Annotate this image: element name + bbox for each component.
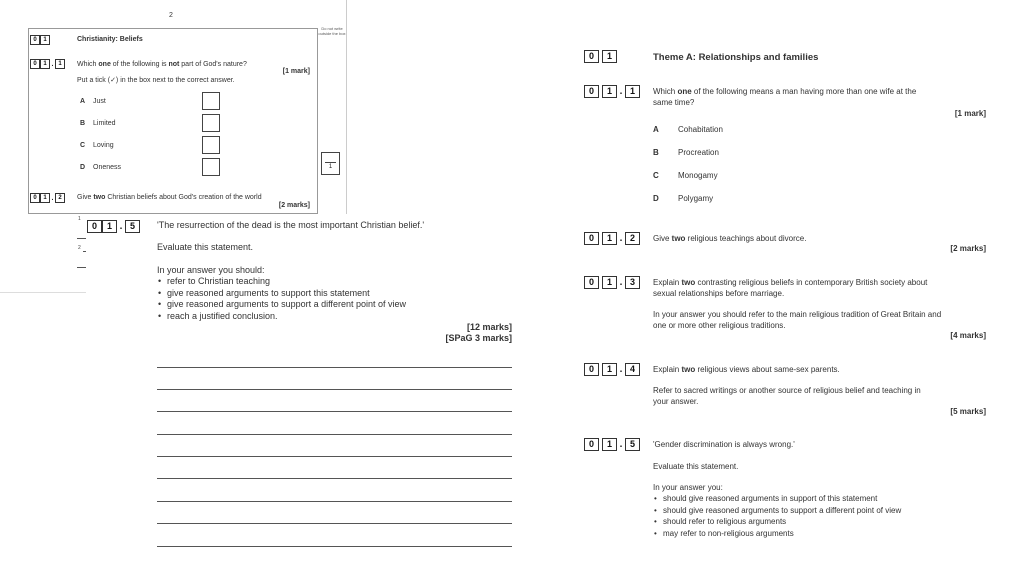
marks-label: [2 marks] xyxy=(278,202,310,209)
answer-guidance-list xyxy=(157,276,406,322)
bullets-intro: In your answer you: xyxy=(653,483,723,492)
question-text: Explain two contrasting religious beliefs in contemporary British society about xyxy=(653,278,928,287)
score-box: 1 xyxy=(321,152,340,175)
question-text: Give two Christian beliefs about God's creation of the world xyxy=(77,194,262,201)
option-label: Just xyxy=(93,98,106,105)
page-number: 2 xyxy=(169,12,173,19)
question-guidance-line2: one or more other religious traditions. xyxy=(653,321,786,330)
option-label: Monogamy xyxy=(678,171,718,180)
middle-page-background xyxy=(86,214,526,576)
statement-quote: 'The resurrection of the dead is the most important Christian belief.' xyxy=(157,220,425,230)
section-title: Theme A: Relationships and families xyxy=(653,52,819,63)
list-item: • give reasoned arguments to support this statement xyxy=(167,288,406,300)
option-letter: C xyxy=(80,142,86,149)
question-number-boxes: 0 1 . 2 xyxy=(584,232,640,245)
tick-box[interactable] xyxy=(202,114,220,132)
answer-line[interactable] xyxy=(157,456,512,457)
left-page-frame xyxy=(28,28,318,214)
question-number-boxes: 0 1 . 1 xyxy=(30,59,65,69)
question-guidance: Refer to sacred writings or another source of religious belief and teaching in xyxy=(653,386,921,395)
answer-line[interactable] xyxy=(157,546,512,547)
option-label: Cohabitation xyxy=(678,125,723,134)
answer-line[interactable] xyxy=(157,523,512,524)
option-letter: D xyxy=(80,164,86,171)
question-text: Which one of the following is not part of God's nature? xyxy=(77,61,247,68)
section-number-boxes: 0 1 xyxy=(584,50,617,63)
margin-note: Do not write outside the box xyxy=(318,26,346,36)
section-number-boxes: 0 1 xyxy=(30,35,50,45)
evaluate-instruction: Evaluate this statement. xyxy=(157,242,254,252)
question-text: Give two religious teachings about divorce. xyxy=(653,234,807,243)
question-number-boxes: 0 1 . 5 xyxy=(584,438,640,451)
line-number: 1 xyxy=(78,216,81,222)
question-number-boxes: 0 1 . 2 xyxy=(30,193,65,203)
question-text-line2: sexual relationships before marriage. xyxy=(653,289,785,298)
marks-label: [4 marks] xyxy=(950,331,986,340)
tick-box[interactable] xyxy=(202,158,220,176)
question-number-boxes: 0 1 . 1 xyxy=(584,85,640,98)
tick-instruction: Put a tick (✓) in the box next to the correct answer. xyxy=(77,77,235,84)
answer-line[interactable] xyxy=(157,501,512,502)
question-number-boxes: 0 1 . 5 xyxy=(87,220,140,233)
marks-label: [2 marks] xyxy=(950,244,986,253)
answer-line[interactable] xyxy=(157,411,512,412)
list-item: • refer to Christian teaching xyxy=(167,276,406,288)
list-item: • should refer to religious arguments xyxy=(663,516,901,528)
marks-label: [5 marks] xyxy=(950,407,986,416)
option-label: Oneness xyxy=(93,164,122,171)
tick-box[interactable] xyxy=(202,92,220,110)
answer-guidance-list xyxy=(653,493,901,539)
question-number-boxes: 0 1 . 3 xyxy=(584,276,640,289)
answer-line[interactable] xyxy=(157,367,512,368)
option-letter: A xyxy=(80,98,86,105)
tick-box[interactable] xyxy=(202,136,220,154)
question-number-boxes: 0 1 . 4 xyxy=(584,363,640,376)
option-letter: B xyxy=(80,120,86,127)
list-item: • give reasoned arguments to support a different point of view xyxy=(167,299,406,311)
marks-label: [12 marks] xyxy=(466,322,512,332)
line-number: 2 xyxy=(78,245,81,251)
question-text-line2: same time? xyxy=(653,98,695,107)
marks-label: [1 mark] xyxy=(282,68,310,75)
option-letter: C xyxy=(653,171,659,180)
question-text: Explain two religious views about same-sex parents. xyxy=(653,365,840,374)
option-label: Procreation xyxy=(678,148,719,157)
option-letter: B xyxy=(653,148,659,157)
marks-label: [1 mark] xyxy=(954,109,986,118)
option-label: Polygamy xyxy=(678,194,714,203)
list-item: • reach a justified conclusion. xyxy=(167,311,406,323)
spag-marks-label: [SPaG 3 marks] xyxy=(445,333,512,343)
question-guidance-line2: your answer. xyxy=(653,397,699,406)
option-label: Limited xyxy=(93,120,116,127)
answer-line[interactable] xyxy=(157,389,512,390)
question-guidance: In your answer you should refer to the main religious tradition of Great Britain and xyxy=(653,310,942,319)
answer-line[interactable] xyxy=(157,478,512,479)
evaluate-instruction: Evaluate this statement. xyxy=(653,462,739,471)
section-title: Christianity: Beliefs xyxy=(77,36,143,43)
list-item: • may refer to non-religious arguments xyxy=(663,528,901,540)
statement-quote: 'Gender discrimination is always wrong.' xyxy=(653,440,795,449)
bullets-intro: In your answer you should: xyxy=(157,265,265,275)
list-item: • should give reasoned arguments in support of this statement xyxy=(663,493,901,505)
option-letter: A xyxy=(653,125,659,134)
list-item: • should give reasoned arguments to support a different point of view xyxy=(663,505,901,517)
answer-line[interactable] xyxy=(157,434,512,435)
option-label: Loving xyxy=(93,142,114,149)
question-text: Which one of the following means a man having more than one wife at the xyxy=(653,87,917,96)
option-letter: D xyxy=(653,194,659,203)
